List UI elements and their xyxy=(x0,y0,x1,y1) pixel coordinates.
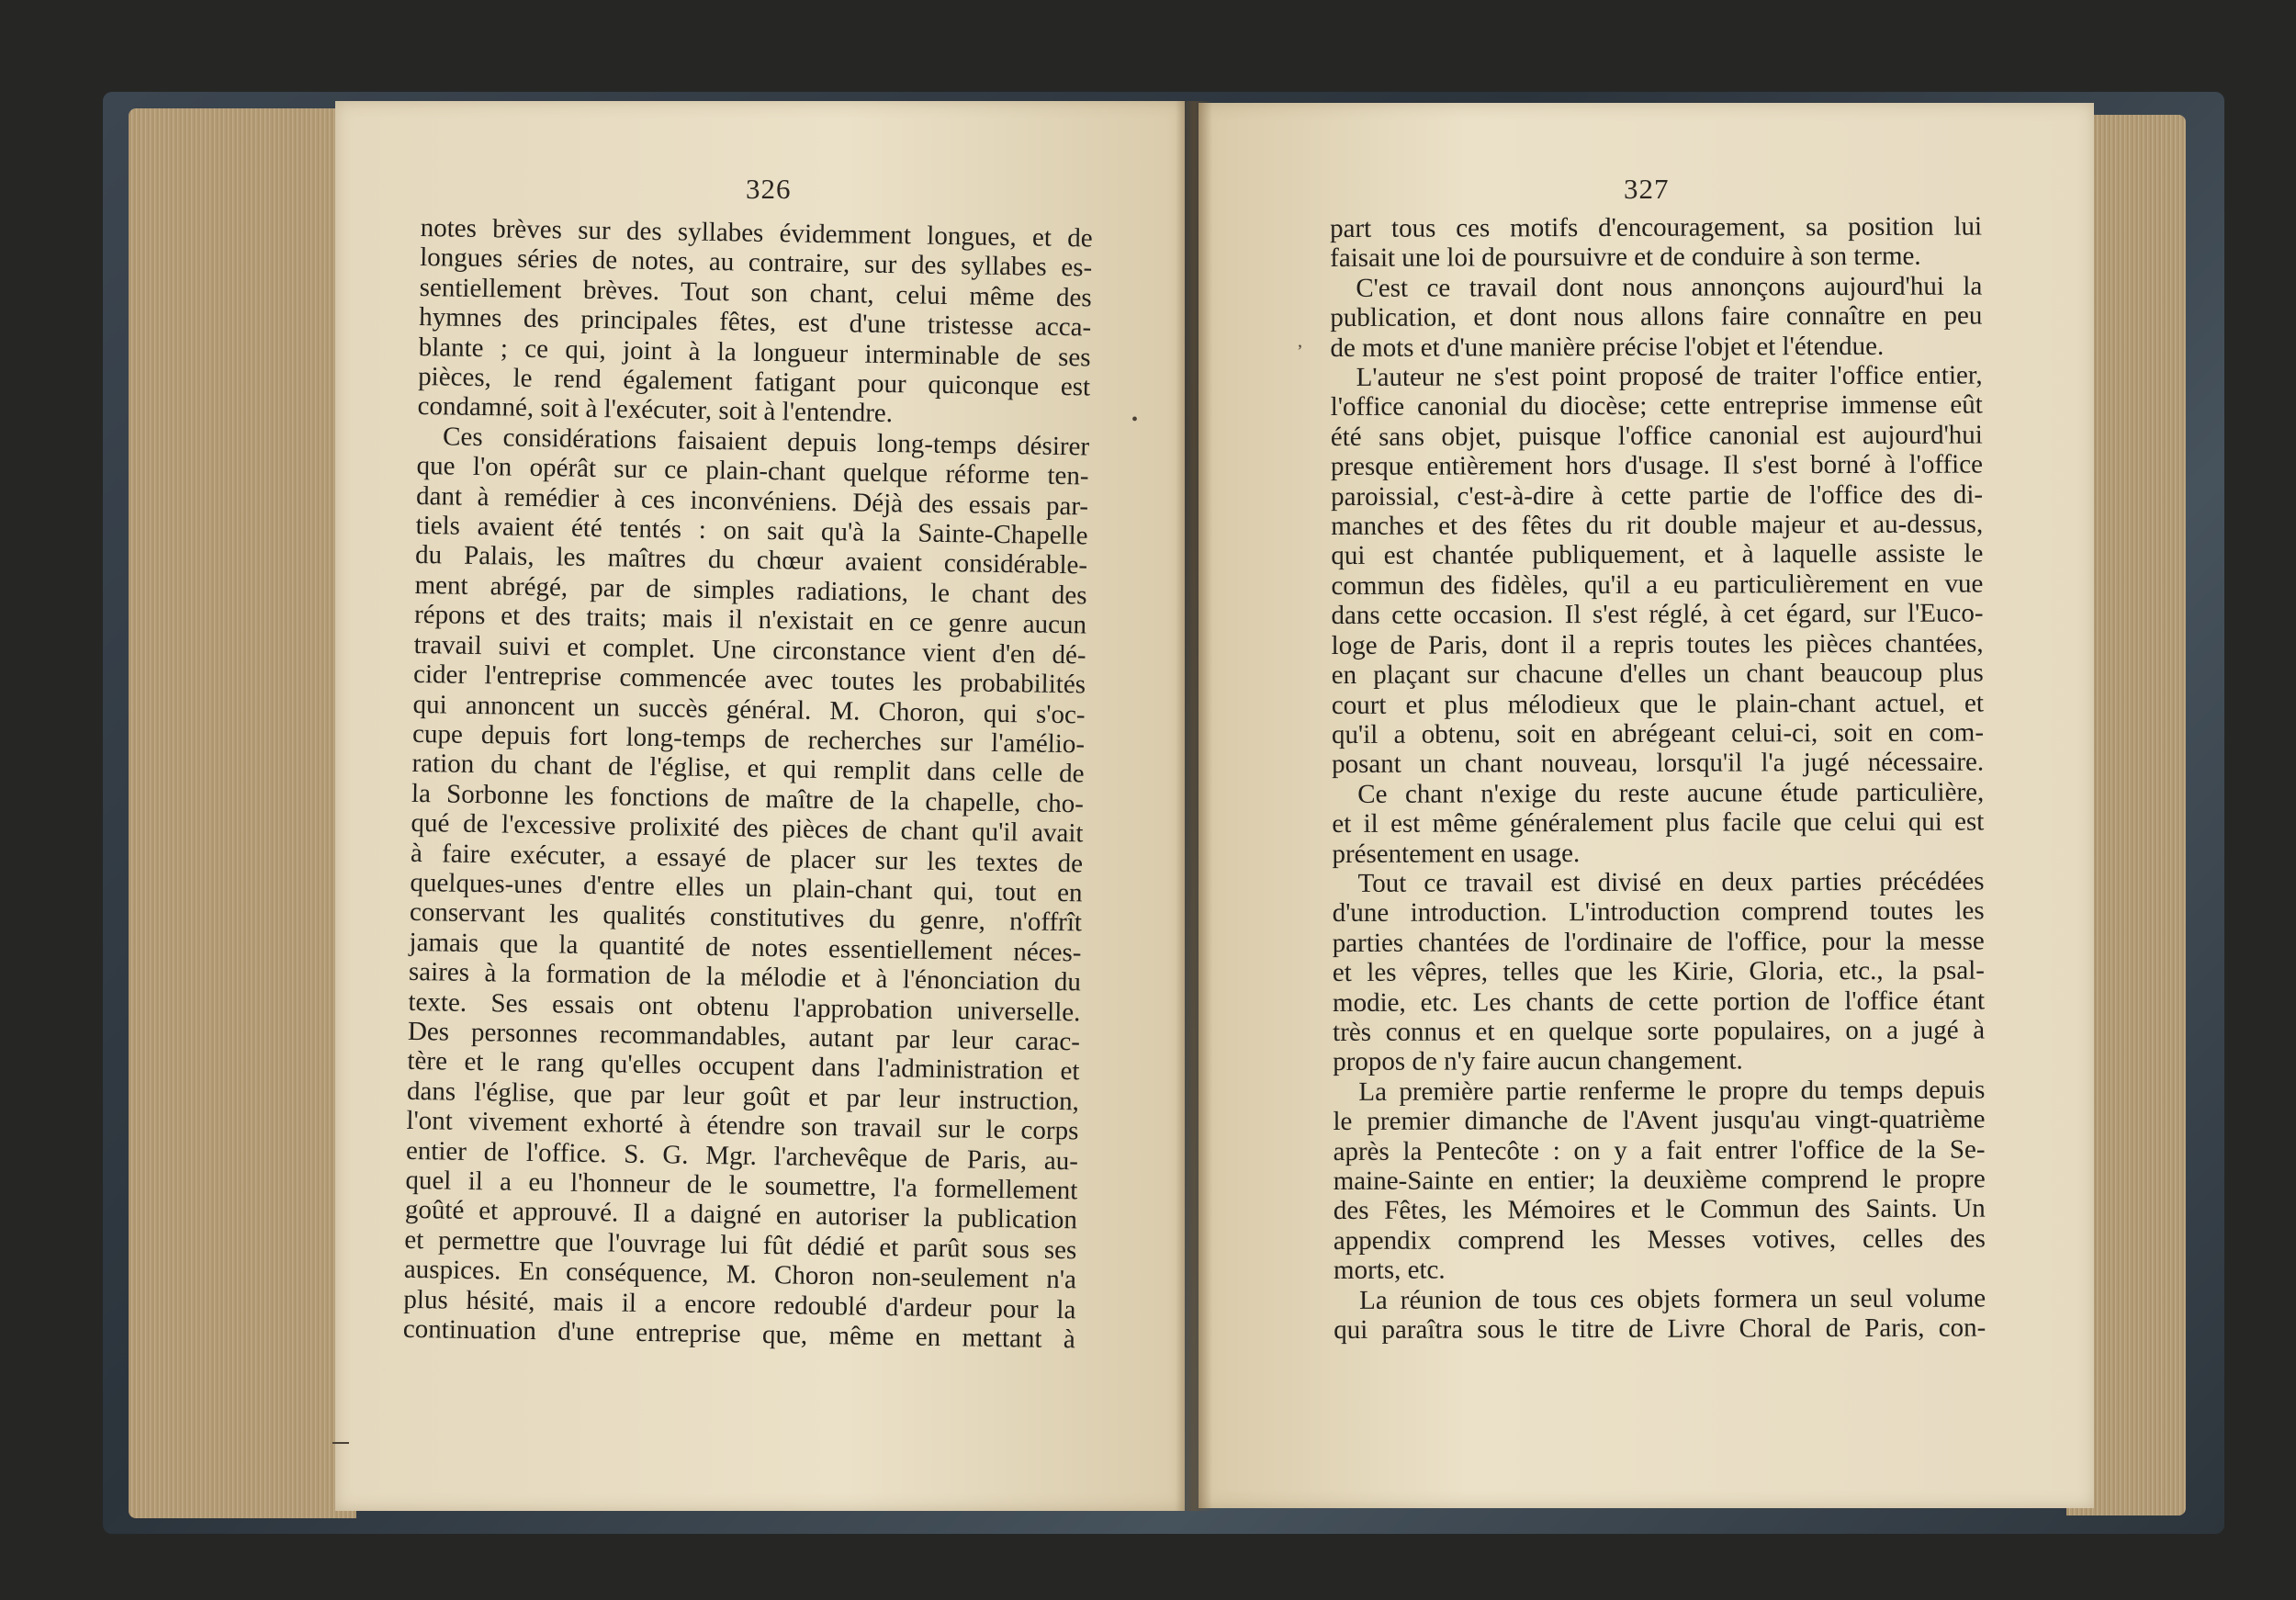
text-line: C'est ce travail dont nous annonçons aujourd'hui la xyxy=(1356,271,1983,303)
text-line: qué de l'excessive prolixité des pièces de chant qu'il avait xyxy=(411,808,1084,849)
text-line: répons et des traits; mais il n'existait en ce genre aucun xyxy=(413,600,1087,640)
text-line: Ce chant n'exige du reste aucune étude particulière, xyxy=(1357,777,1985,809)
text-line: loge de Paris, dont il a repris toutes les pièces chantées, xyxy=(1331,628,1984,660)
text-line: Tout ce travail est divisé en deux parties précédées xyxy=(1357,866,1985,898)
text-line: tère et le rang qu'elles occupent dans l'administration et xyxy=(407,1046,1080,1087)
text-line: cupe depuis fort long-temps de recherches sur l'amélio- xyxy=(411,718,1086,760)
text-line: paroissial, c'est-à-dire à cette partie de l'office des di- xyxy=(1331,479,1984,512)
text-line: et il est même généralement plus facile que celui qui est xyxy=(1332,806,1985,839)
text-line: saires à la formation de la mélodie et à l'énonciation du xyxy=(408,957,1082,997)
page-edges-left xyxy=(129,108,356,1518)
text-line: ment abrégé, par de simples radiations, le chant des xyxy=(414,569,1087,611)
text-line: qui est chantée publiquement, et à laquelle assiste le xyxy=(1331,538,1984,571)
text-line: dant à remédier à ces inconvéniens. Déjà des essais par- xyxy=(415,480,1089,522)
margin-mark: ʼ xyxy=(1297,342,1303,362)
right-page-text xyxy=(1330,212,1986,1346)
text-line: présentement en usage. xyxy=(1332,838,1581,869)
text-line: posant un chant nouveau, lorsqu'il l'a jugé nécessaire. xyxy=(1332,747,1985,780)
text-line: texte. Ses essais ont obtenu l'approbation universelle. xyxy=(408,986,1081,1027)
left-page-number: 326 xyxy=(746,173,792,205)
text-line: qu'il a obtenu, soit en abrégeant celui-ci, soit en com- xyxy=(1331,717,1985,749)
text-line: et permettre que l'ouvrage lui fût dédié et parût sous ses xyxy=(404,1224,1077,1266)
text-line: L'auteur ne s'est point proposé de traiter l'office entier, xyxy=(1356,360,1983,392)
text-line: modie, etc. Les chants de cette portion de l'office étant xyxy=(1332,986,1986,1018)
text-line: ration du chant de l'église, et qui remplit dans celle de xyxy=(411,749,1085,789)
book-gutter xyxy=(1176,101,1212,1511)
text-line: pièces, le rend également fatigant pour quiconque est xyxy=(417,362,1091,402)
text-line: Des personnes recommandables, autant par leur carac- xyxy=(407,1016,1081,1057)
text-line: quel il a eu l'honneur de le soumettre, l'a formellement xyxy=(405,1165,1078,1206)
text-line: notes brèves sur des syllabes évidemment longues, et de xyxy=(420,213,1093,254)
text-line: du Palais, les maîtres du chœur avaient considérable- xyxy=(414,540,1088,580)
text-line: l'office canonial du diocèse; cette entreprise immense eût xyxy=(1330,389,1983,423)
text-line: appendix comprend les Messes votives, celles des xyxy=(1333,1223,1986,1256)
text-line: à faire exécuter, a essayé de placer sur les textes de xyxy=(410,838,1084,878)
text-line: la Sorbonne les fonctions de maître de la chapelle, cho- xyxy=(411,778,1085,819)
text-line: propos de n'y faire aucun changement. xyxy=(1333,1045,1743,1077)
text-line: auspices. En conséquence, M. Choron non-seulement n'a xyxy=(403,1255,1077,1295)
text-line: de mots et d'une manière précise l'objet et l'étendue. xyxy=(1330,331,1885,363)
text-line: blante ; ce qui, joint à la longueur interminable de ses xyxy=(418,332,1091,373)
text-line: quelques-unes d'entre elles un plain-chant qui, tout en xyxy=(410,867,1083,908)
text-line: tiels avaient été tentés : on sait qu'à la Sainte-Chapelle xyxy=(415,511,1088,551)
text-line: La réunion de tous ces objets formera un seul volume xyxy=(1359,1283,1986,1315)
text-line: sentiellement brèves. Tout son chant, celui même des xyxy=(419,272,1092,313)
text-line: condamné, soit à l'exécuter, soit à l'entendre. xyxy=(417,391,894,429)
text-line: faisait une loi de poursuivre et de conduire à son terme. xyxy=(1330,242,1921,274)
text-line: et les vêpres, telles que les Kirie, Gloria, etc., la psal- xyxy=(1332,955,1985,988)
text-line: part tous ces motifs d'encouragement, sa position lui xyxy=(1330,211,1983,243)
text-line: Ces considérations faisaient depuis long-temps désirer xyxy=(442,422,1090,462)
text-line: court et plus mélodieux que le plain-chant actuel, et xyxy=(1331,688,1984,720)
text-line: cider l'entreprise commencée avec toutes les probabilités xyxy=(412,659,1086,700)
text-line: presque entièrement hors d'usage. Il s'est borné à l'office xyxy=(1330,449,1984,482)
text-line: des Fêtes, les Mémoires et le Commun des Saints. Un xyxy=(1333,1193,1986,1226)
margin-mark xyxy=(332,1442,349,1444)
text-line: dans l'église, que par leur goût et par leur instruction, xyxy=(406,1076,1080,1117)
text-line: dans cette occasion. Il s'est réglé, à cet égard, sur l'Euco- xyxy=(1331,598,1984,631)
text-line: qui paraîtra sous le titre de Livre Choral de Paris, con- xyxy=(1334,1313,1986,1346)
text-line: très connus et en quelque sorte populaires, on a jugé à xyxy=(1333,1015,1986,1047)
text-line: parties chantées de l'ordinaire de l'office, pour la messe xyxy=(1332,926,1985,958)
text-line: d'une introduction. L'introduction comprend toutes les xyxy=(1332,896,1985,929)
text-line: longues séries de notes, au contraire, sur des syllabes es- xyxy=(419,242,1093,283)
text-line: le premier dimanche de l'Avent jusqu'au vingt-quatrième xyxy=(1333,1104,1986,1137)
text-line: publication, et dont nous allons faire connaître en peu xyxy=(1330,300,1983,333)
text-line: goûté et approuvé. Il a daigné en autoriser la publication xyxy=(404,1195,1078,1235)
left-page-text xyxy=(403,213,1093,1355)
text-line: manches et des fêtes du rit double majeur et au-dessus, xyxy=(1331,509,1984,542)
text-line: entier de l'office. S. G. Mgr. l'archevêque de Paris, au- xyxy=(405,1135,1079,1176)
text-line: La première partie renferme le propre du temps depuis xyxy=(1358,1075,1986,1107)
text-line: que l'on opérât sur ce plain-chant quelque réforme ten- xyxy=(416,451,1089,491)
text-line: hymnes des principales fêtes, est d'une tristesse acca- xyxy=(418,302,1092,343)
text-line: maine-Sainte en entier; la deuxième comprend le propre xyxy=(1333,1164,1986,1196)
text-line: continuation d'une entreprise que, même en mettant à xyxy=(402,1313,1076,1355)
text-line: qui annoncent un succès général. M. Choron, qui s'oc- xyxy=(412,689,1086,729)
text-line: conservant les qualités constitutives du genre, n'offrît xyxy=(409,897,1083,938)
text-line: été sans objet, puisque l'office canonial est aujourd'hui xyxy=(1330,420,1983,452)
margin-mark: • xyxy=(1131,410,1139,430)
text-line: l'ont vivement exhorté à étendre son travail sur le corps xyxy=(406,1106,1079,1146)
text-line: jamais que la quantité de notes essentiellement néces- xyxy=(409,927,1082,968)
text-line: plus hésité, mais il a encore redoublé d'ardeur pour la xyxy=(403,1284,1076,1324)
text-line: morts, etc. xyxy=(1333,1255,1446,1286)
text-line: après la Pentecôte : on y a fait entrer l'office de la Se- xyxy=(1333,1134,1986,1166)
text-line: en plaçant sur chacune d'elles un chant beaucoup plus xyxy=(1331,658,1984,691)
text-line: commun des fidèles, qu'il a eu particulièrement en vue xyxy=(1331,569,1984,601)
right-page-number: 327 xyxy=(1624,173,1670,205)
text-line: travail suivi et complet. Une circonstance vient d'en dé- xyxy=(413,629,1086,670)
